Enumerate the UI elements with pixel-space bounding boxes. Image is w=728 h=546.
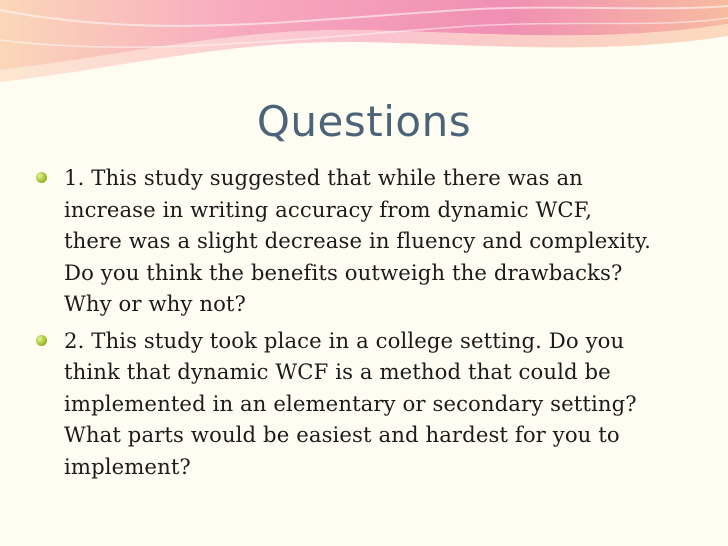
question-text: 2. This study took place in a college setting. Do you think that dynamic WCF is a method that could be implemented in an elementary or secondary setting? What parts would be easiest and hardest for you to implement? <box>64 327 637 479</box>
list-item <box>16 325 706 483</box>
slide-title: Questions <box>256 97 472 146</box>
decorative-banner <box>0 0 728 90</box>
question-text: 1. This study suggested that while there was an increase in writing accuracy from dynamic WCF, there was a slight decrease in fluency and complexity. Do you think the benefits outweigh the drawbacks? Why or why not? <box>64 165 652 316</box>
bullet-dot-icon <box>36 172 47 183</box>
question-list <box>16 162 706 487</box>
bullet-dot-icon <box>36 335 47 346</box>
list-item <box>16 162 706 320</box>
